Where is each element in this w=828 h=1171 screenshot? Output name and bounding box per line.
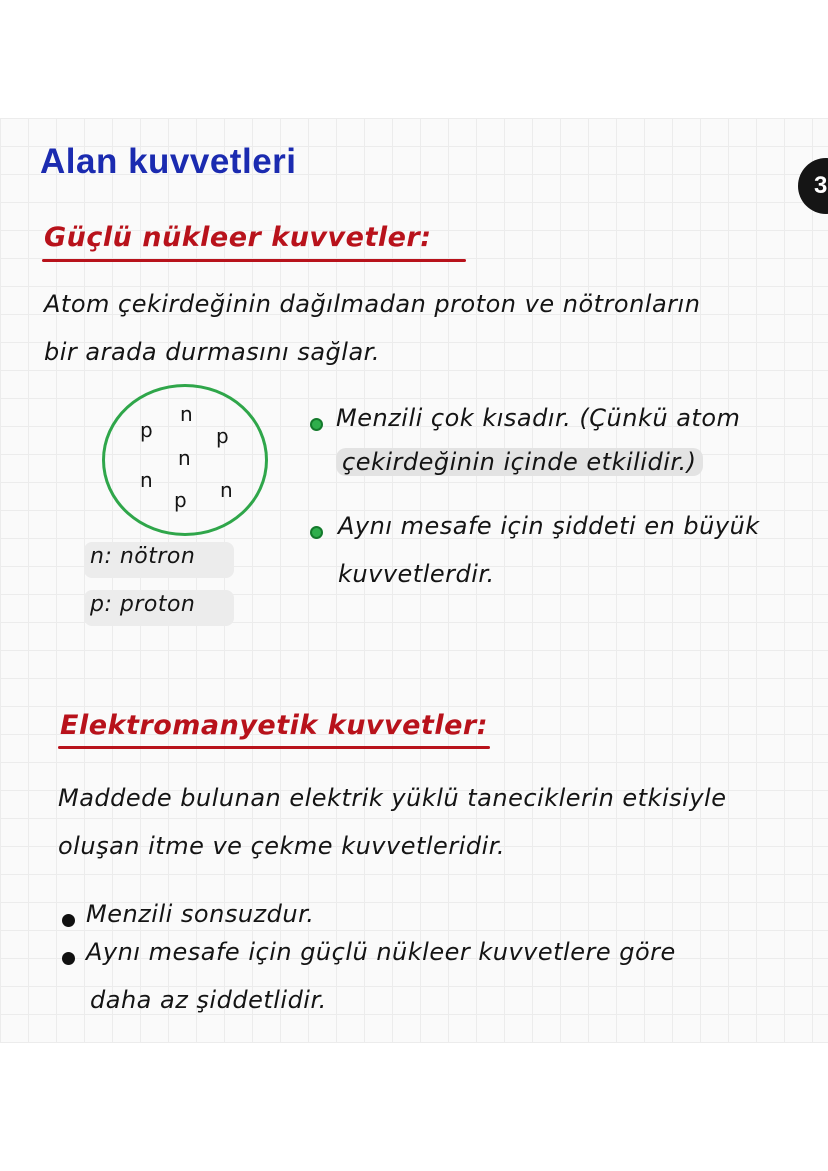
- em-force-heading: Elektromanyetik kuvvetler:: [60, 710, 489, 741]
- em-force-heading-underline: [58, 746, 490, 749]
- bullet-icon: [62, 952, 75, 965]
- bullet-icon: [310, 526, 323, 539]
- nucleus-particle-neutron: n: [220, 478, 233, 502]
- strong-force-description-line1: Atom çekirdeğinin dağılmadan proton ve nötronların: [44, 290, 701, 318]
- em-force-description-line2: oluşan itme ve çekme kuvvetleridir.: [58, 832, 506, 860]
- strong-force-bullet2-line1: Aynı mesafe için şiddeti en büyük: [338, 512, 760, 540]
- strong-force-heading-underline: [42, 259, 466, 262]
- em-force-bullet2-line2: daha az şiddetlidir.: [90, 986, 327, 1014]
- em-force-bullet1: Menzili sonsuzdur.: [86, 900, 315, 928]
- nucleus-particle-proton: p: [174, 488, 187, 512]
- legend-proton: p: proton: [90, 592, 196, 617]
- em-force-description-line1: Maddede bulunan elektrik yüklü taneciklerin etkisiyle: [58, 784, 727, 812]
- nucleus-particle-neutron: n: [140, 468, 153, 492]
- em-force-bullet2-line1: Aynı mesafe için güçlü nükleer kuvvetlere göre: [86, 938, 676, 966]
- highlighted-text: çekirdeğinin içinde etkilidir.): [336, 448, 703, 476]
- strong-force-bullet1-line2: [336, 448, 703, 476]
- bullet-icon: [62, 914, 75, 927]
- nucleus-particle-neutron: n: [178, 446, 191, 470]
- nucleus-particle-proton: p: [140, 418, 153, 442]
- strong-force-description-line2: bir arada durmasını sağlar.: [44, 338, 380, 366]
- strong-force-bullet2-line2: kuvvetlerdir.: [338, 560, 495, 588]
- legend-neutron: n: nötron: [90, 544, 196, 569]
- strong-force-heading: Güçlü nükleer kuvvetler:: [44, 222, 432, 253]
- strong-force-bullet1-line1: Menzili çok kısadır. (Çünkü atom: [336, 404, 741, 432]
- page-number-badge: 3: [798, 158, 828, 214]
- nucleus-particle-proton: p: [216, 424, 229, 448]
- page-title: Alan kuvvetleri: [40, 142, 297, 181]
- bullet-icon: [310, 418, 323, 431]
- nucleus-particle-neutron: n: [180, 402, 193, 426]
